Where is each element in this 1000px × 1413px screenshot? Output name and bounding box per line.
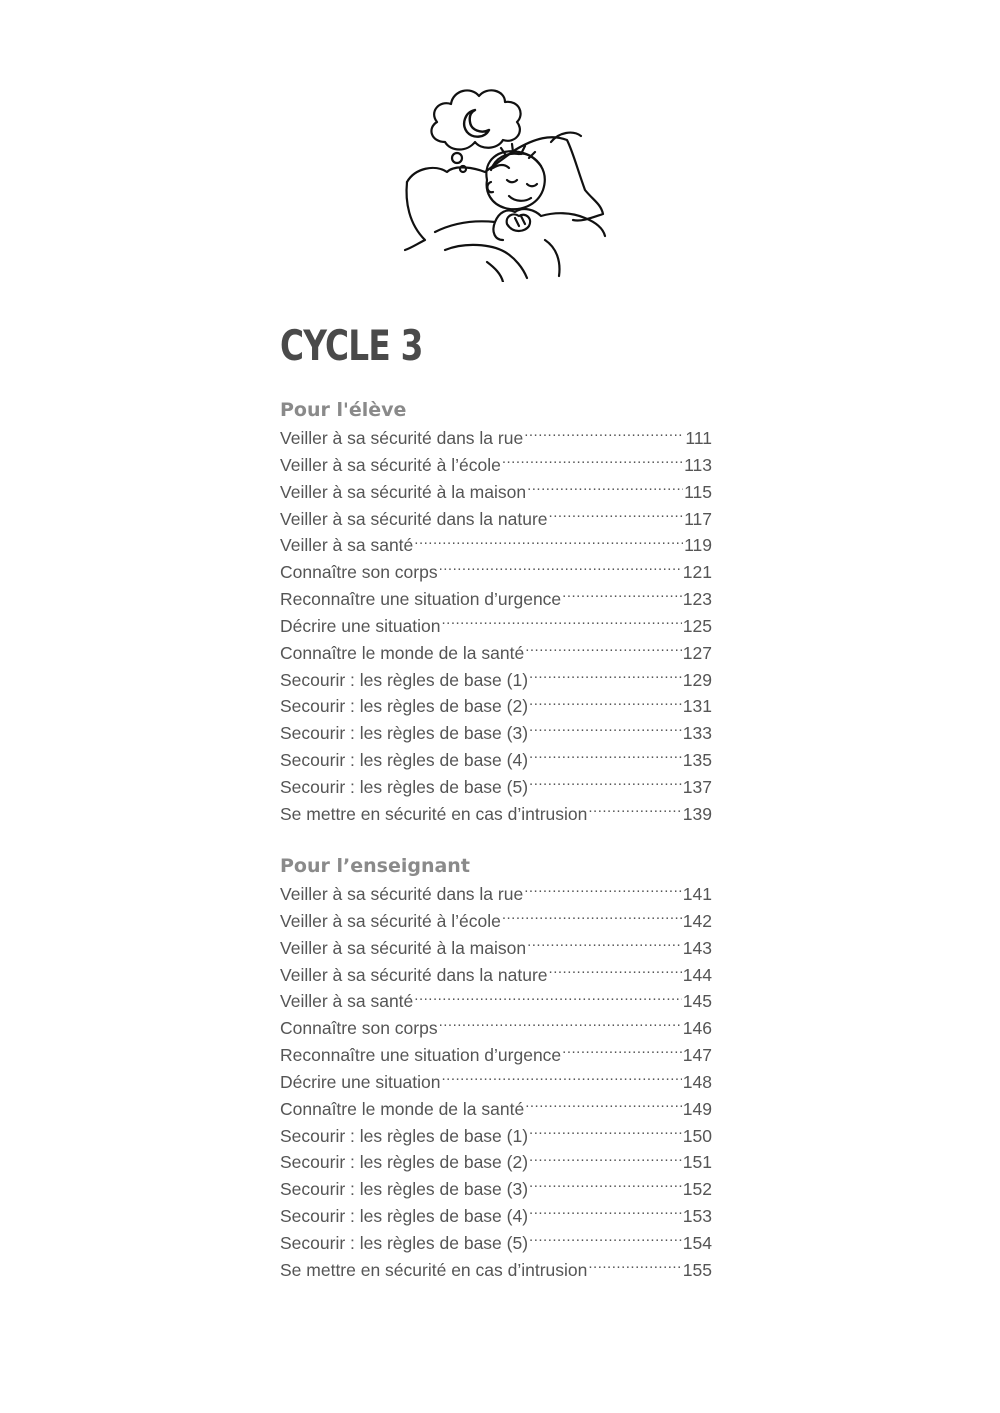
moon-icon: [464, 110, 489, 137]
dot-leader: [529, 1124, 682, 1142]
toc-entry-title: Veiller à sa sécurité dans la nature: [280, 964, 548, 985]
toc-entry-page: 152: [682, 1179, 712, 1200]
cycle-title: CYCLE 3: [280, 321, 423, 370]
toc-entry-title: Reconnaître une situation d’urgence: [280, 1045, 562, 1066]
toc-entry-page: 139: [682, 803, 712, 824]
toc-entry: [280, 1176, 712, 1203]
dot-leader: [529, 668, 682, 686]
toc-entry: [280, 1203, 712, 1230]
dream-cloud: [431, 90, 520, 149]
toc-entry: [280, 1015, 712, 1042]
toc-entry: [280, 1149, 712, 1176]
toc-section-eleve: [280, 395, 712, 828]
toc-entry: [280, 1230, 712, 1257]
toc-entry-title: Connaître le monde de la santé: [280, 642, 525, 663]
toc-entry-page: 137: [682, 776, 712, 797]
dot-leader: [525, 1097, 682, 1115]
toc-entry-page: 113: [684, 454, 712, 475]
toc-entry-title: Connaître son corps: [280, 1018, 438, 1039]
toc-entry-title: Décrire une situation: [280, 1071, 441, 1092]
toc-entry-page: 115: [684, 481, 712, 502]
toc-entry: [280, 667, 712, 694]
dot-leader: [549, 963, 682, 981]
toc-entry: [280, 1069, 712, 1096]
toc-entry-page: 146: [682, 1018, 712, 1039]
dot-leader: [524, 883, 682, 901]
toc-entry-page: 121: [682, 562, 712, 583]
toc-entry-page: 148: [682, 1071, 712, 1092]
toc-entry-title: Veiller à sa sécurité à la maison: [280, 937, 527, 958]
sleeping-child-illustration: [395, 72, 610, 282]
toc-entry: [280, 506, 712, 533]
dot-leader: [439, 1017, 682, 1035]
toc-entry-title: Reconnaître une situation d’urgence: [280, 589, 562, 610]
toc-entry-title: Veiller à sa sécurité à l’école: [280, 454, 501, 475]
toc-entry-page: 129: [682, 669, 712, 690]
toc-entry-title: Décrire une situation: [280, 615, 441, 636]
toc-entry-page: 143: [682, 937, 712, 958]
dot-leader: [414, 534, 683, 552]
toc-entry-title: Se mettre en sécurité en cas d’intrusion: [280, 1259, 588, 1280]
dot-leader: [529, 1178, 682, 1196]
toc-entry: [280, 935, 712, 962]
dot-leader: [502, 453, 683, 471]
toc-entry: [280, 801, 712, 828]
dot-leader: [442, 614, 682, 632]
toc-entry-title: Veiller à sa sécurité dans la rue: [280, 428, 524, 448]
dot-leader: [529, 775, 682, 793]
dot-leader: [525, 641, 682, 659]
dot-leader: [529, 695, 682, 713]
toc-section-enseignant: [280, 851, 712, 1284]
toc-entry-page: 155: [682, 1259, 712, 1280]
toc-entry: [280, 586, 712, 613]
toc-entry-title: Secourir : les règles de base (4): [280, 750, 529, 771]
toc-entry-title: Secourir : les règles de base (4): [280, 1206, 529, 1227]
toc-list: [280, 881, 712, 1284]
toc-entry: [280, 962, 712, 989]
dot-leader: [527, 480, 683, 498]
dot-leader: [562, 1044, 682, 1062]
toc-entry-page: 125: [682, 615, 712, 636]
toc-entry-page: 117: [684, 508, 712, 529]
toc-entry-title: Secourir : les règles de base (2): [280, 1152, 529, 1173]
toc-entry-page: 111: [685, 428, 712, 448]
toc-entry: [280, 1257, 712, 1284]
toc-entry-title: Secourir : les règles de base (5): [280, 776, 529, 797]
dot-leader: [562, 588, 682, 606]
toc-entry-title: Connaître le monde de la santé: [280, 1098, 525, 1119]
toc-entry: [280, 774, 712, 801]
toc-entry: [280, 425, 712, 452]
toc-entry-page: 135: [682, 750, 712, 771]
dot-leader: [529, 749, 682, 767]
toc-entry-title: Secourir : les règles de base (2): [280, 696, 529, 717]
toc-entry-page: 154: [682, 1232, 712, 1253]
toc-entry-title: Veiller à sa sécurité dans la rue: [280, 884, 524, 904]
toc-entry-page: 149: [682, 1098, 712, 1119]
dot-leader: [414, 990, 682, 1008]
dot-leader: [502, 909, 682, 927]
toc-entry-title: Secourir : les règles de base (3): [280, 723, 529, 744]
toc-entry-page: 153: [682, 1206, 712, 1227]
toc-entry-page: 145: [682, 991, 712, 1012]
toc-entry: [280, 747, 712, 774]
dot-leader: [529, 1231, 682, 1249]
toc-entry: [280, 640, 712, 667]
toc-entry-page: 133: [682, 723, 712, 744]
toc-entry-page: 131: [682, 696, 712, 717]
toc-entry: [280, 613, 712, 640]
toc-entry-page: 119: [684, 535, 712, 556]
dot-leader: [439, 561, 682, 579]
toc-entry-page: 147: [682, 1045, 712, 1066]
toc-entry-title: Secourir : les règles de base (1): [280, 1125, 529, 1146]
toc-list: [280, 425, 712, 828]
dot-leader: [529, 722, 682, 740]
section-heading: Pour l'élève: [280, 399, 407, 421]
dot-leader: [529, 1151, 682, 1169]
toc-entry-page: 127: [682, 642, 712, 663]
toc-entry-title: Secourir : les règles de base (3): [280, 1179, 529, 1200]
toc-entry-page: 144: [682, 964, 712, 985]
toc-entry-title: Veiller à sa sécurité à l’école: [280, 910, 501, 931]
toc-entry: [280, 693, 712, 720]
toc-entry: [280, 479, 712, 506]
toc-entry: [280, 532, 712, 559]
toc-entry-title: Veiller à sa sécurité à la maison: [280, 481, 527, 502]
toc-entry-title: Veiller à sa sécurité dans la nature: [280, 508, 548, 529]
dot-leader: [442, 1070, 682, 1088]
toc-entry-title: Veiller à sa santé: [280, 535, 414, 556]
toc-entry: [280, 452, 712, 479]
toc-entry-page: 141: [682, 884, 712, 904]
section-heading: Pour l’enseignant: [280, 855, 470, 877]
toc-entry-page: 142: [682, 910, 712, 931]
dot-leader: [588, 1258, 681, 1276]
toc-entry-title: Veiller à sa santé: [280, 991, 414, 1012]
toc-entry: [280, 1042, 712, 1069]
toc-entry-title: Secourir : les règles de base (1): [280, 669, 529, 690]
dot-leader: [524, 427, 684, 445]
toc-entry: [280, 559, 712, 586]
toc-entry-page: 151: [682, 1152, 712, 1173]
toc-entry-title: Secourir : les règles de base (5): [280, 1232, 529, 1253]
dot-leader: [527, 936, 682, 954]
dot-leader: [588, 802, 681, 820]
dot-leader: [549, 507, 684, 525]
toc-entry: [280, 1096, 712, 1123]
dot-leader: [529, 1205, 682, 1223]
toc-entry: [280, 988, 712, 1015]
toc-entry: [280, 720, 712, 747]
toc-entry-page: 150: [682, 1125, 712, 1146]
toc-entry: [280, 881, 712, 908]
toc-entry-title: Se mettre en sécurité en cas d’intrusion: [280, 803, 588, 824]
toc-entry: [280, 1123, 712, 1150]
toc-entry-title: Connaître son corps: [280, 562, 438, 583]
toc-entry: [280, 908, 712, 935]
toc-entry-page: 123: [682, 589, 712, 610]
